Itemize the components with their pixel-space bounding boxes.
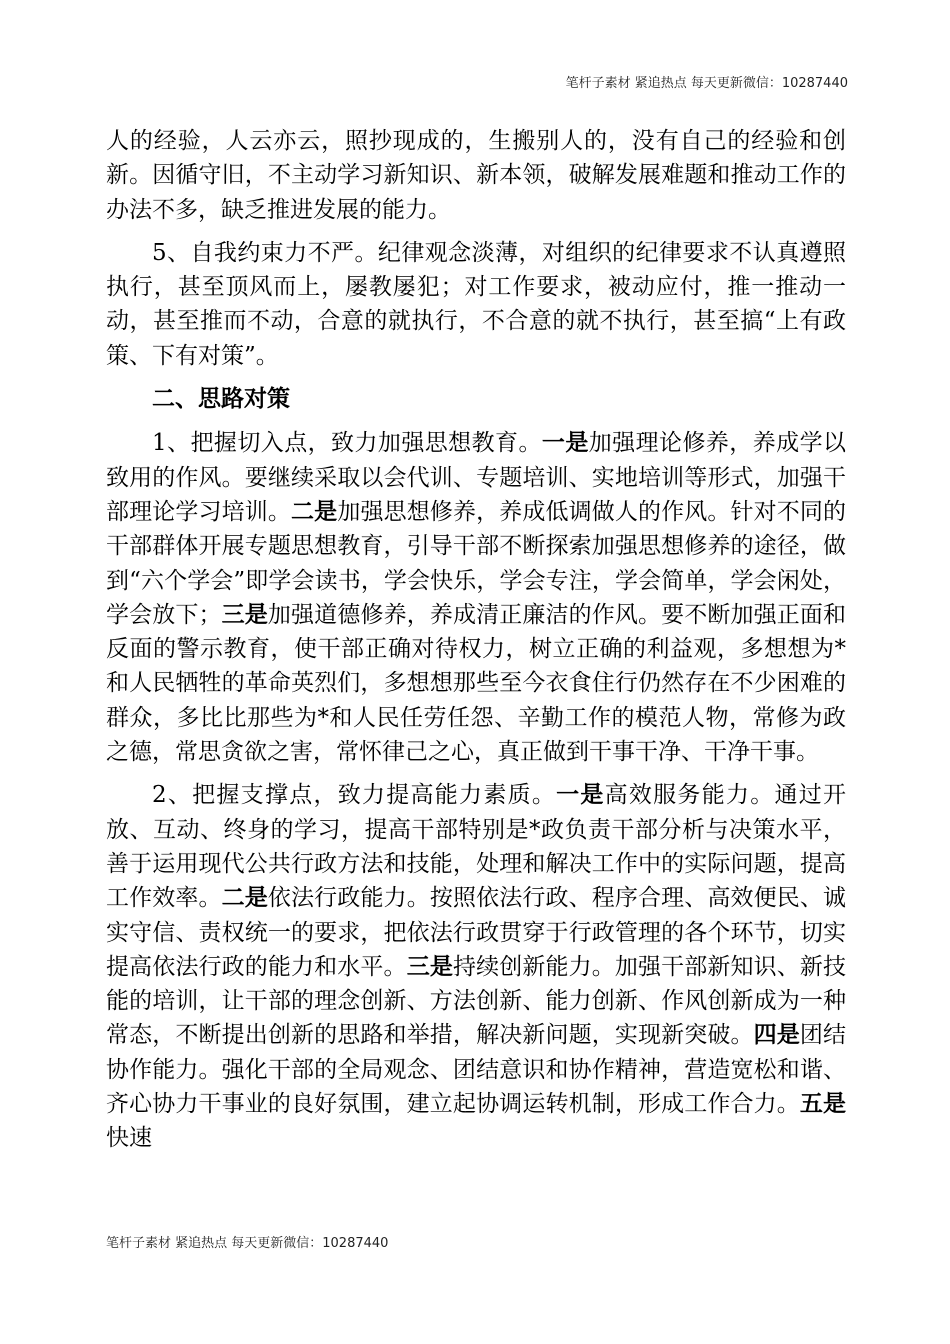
paragraph-text: 1、把握切入点，致力加强思想教育。 [152,430,542,457]
paragraph-item-1 [106,426,846,769]
paragraph-text: 加强道德修养，养成清正廉洁的作风。要不断加强正面和反面的警示教育，使干部正确对待权力，树立正确的利益观，多想想为*和人民牺牲的革命英烈们，多想想那些至今衣食住行仍然存在不少困难的群众，多比比那些为*和人民任劳任怨、辛勤工作的模范人物，常修为政之德，常思贪欲之害，常怀律己之心，真正做到干事干净、干净干事。 [106,601,847,766]
paragraph-item-2 [106,778,846,1155]
paragraph-text: 高效服务能力。通过开放、互动、终身的学习，提高干部特别是*政负责干部分析与决策水平，善于运用现代公共行政方法和技能，处理和解决工作中的实际问题，提高工作效率。 [106,782,847,912]
page-footer: 笔杆子素材 紧追热点 每天更新微信：10287440 [106,1236,389,1251]
paragraph-text: 持续创新能力。加强干部新知识、新技能的培训，让干部的理念创新、方法创新、能力创新、作风创新成为一种常态，不断提出创新的思路和举措，解决新问题，实现新突破。 [106,953,847,1049]
paragraph-item-5: 5、自我约束力不严。纪律观念淡薄，对组织的纪律要求不认真遵照执行，甚至顶风而上，屡教屡犯；对工作要求，被动应付，推一推动一动，甚至推而不动，合意的就执行，不合意的就不执行，甚至搞“上有政策、下有对策”。 [106,239,846,369]
paragraph-text: 2、把握支撑点，致力提高能力素质。 [152,782,557,809]
page-header: 笔杆子素材 紧追热点 每天更新微信：10287440 [565,76,848,91]
keyword-first: 一是 [556,781,605,809]
keyword-second: 二是 [291,497,338,525]
paragraph-text: 加强理论修养，养成学以致用的作风。要继续采取以会代训、专题培训、实地培训等形式，加强干部理论学习培训。 [106,430,847,525]
keyword-third: 三是 [406,952,453,980]
document-body [106,124,846,1165]
section-heading: 二、思路对策 [152,385,290,413]
paragraph-text: 依法行政能力。按照依法行政、程序合理、高效便民、诚实守信、责权统一的要求，把依法行政贯穿于行政管理的各个环节，切实提高依法行政的能力和水平。 [106,885,847,980]
paragraph-text: 加强思想修养，养成低调做人的作风。针对不同的干部群体开展专题思想教育，引导干部不断探索加强思想修养的途径，做到“六个学会”即学会读书，学会快乐，学会专注，学会简单，学会闲处，学会放下； [106,498,847,628]
keyword-fifth: 五是 [799,1090,847,1118]
paragraph-text: 快速 [106,1125,152,1152]
keyword-first: 一是 [541,429,589,457]
paragraph-text: 团结协作能力。强化干部的全局观念、团结意识和协作精神，营造宽松和谐、齐心协力干事业的良好氛围，建立起协调运转机制，形成工作合力。 [106,1022,847,1118]
keyword-second: 二是 [221,884,268,912]
keyword-third: 三是 [221,600,268,628]
paragraph-continuation: 人的经验，人云亦云，照抄现成的，生搬别人的，没有自己的经验和创新。因循守旧，不主动学习新知识、新本领，破解发展难题和推动工作的办法不多，缺乏推进发展的能力。 [106,128,846,223]
keyword-fourth: 四是 [753,1021,800,1049]
